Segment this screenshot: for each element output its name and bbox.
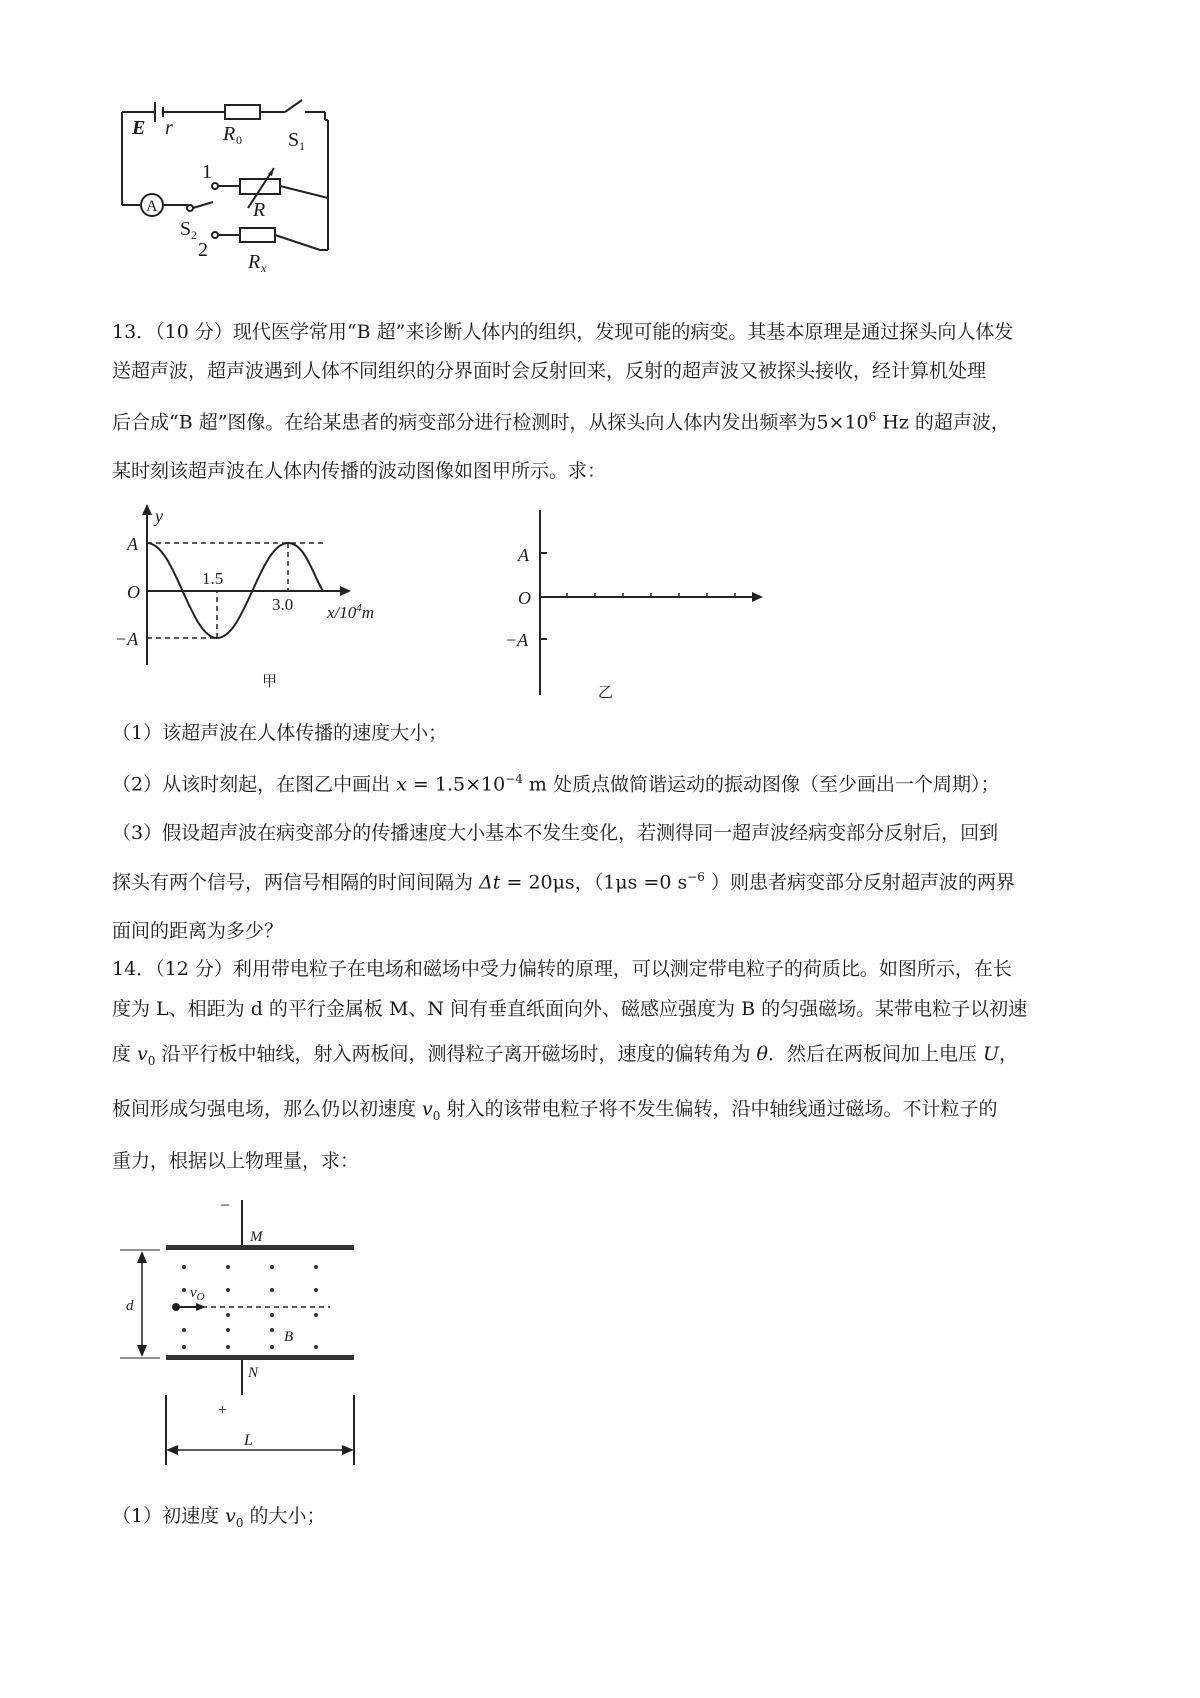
q14-line-1: 14．（12 分）利用带电粒子在电场和磁场中受力偏转的原理，可以测定带电粒子的荷质比。如图所示，在长 [112, 958, 1012, 980]
distance-d-label: d [126, 1298, 134, 1314]
vibration-axes-yi [495, 505, 775, 705]
q14-line-3: 度 $v_0$ 沿平行板中轴线，射入两板间，测得粒子离开磁场时，速度的偏转角为 θ．然后在两板间加上电压 U， [112, 1043, 1019, 1068]
rheostat-label: R [253, 199, 266, 221]
node-1-label: 1 [202, 161, 212, 183]
minus-sign: − [220, 1195, 231, 1215]
plus-sign: + [218, 1402, 228, 1419]
plate-m-label: M [250, 1229, 263, 1245]
q13-sub-3-line-1: （3）假设超声波在病变部分的传播速度大小基本不发生变化，若测得同一超声波经病变部分反射后，回到 [112, 822, 999, 844]
yi-neg-amplitude-label: −A [505, 630, 529, 650]
length-l-label: L [244, 1432, 253, 1449]
q13-line-1: 13．（10 分）现代医学常用“B 超”来诊断人体内的组织，发现可能的病变。其基本原理是通过探头向人体发 [112, 321, 1014, 343]
field-b-label: B [284, 1329, 294, 1345]
y-axis-label: y [155, 506, 163, 526]
r0-sub: 0 [236, 133, 242, 147]
q14-line-2: 度为 L、相距为 d 的平行金属板 M、N 间有垂直纸面向外、磁感应强度为 B 的匀强磁场。某带电粒子以初速 [112, 998, 1028, 1020]
x-axis-label: $x/10^4m$ [327, 602, 375, 622]
rx-label: R [248, 251, 261, 273]
q14-line-5: 重力，根据以上物理量，求： [112, 1150, 360, 1172]
yi-origin-label: O [518, 588, 531, 608]
rx-sub: x [261, 261, 267, 275]
s2-sub: 2 [191, 228, 197, 242]
plate-n-label: N [248, 1365, 259, 1381]
q13-sub-2: （2）从该时刻起，在图乙中画出 $x = 1.5\times 10^{-4}$ m 处质点做简谐运动的振动图像（至少画出一个周期）； [112, 772, 1000, 796]
frequency-mantissa: 5×10 [816, 411, 869, 434]
battery-emf-label: E [132, 117, 146, 139]
amplitude-label: A [127, 534, 138, 554]
figure-yi-caption: 乙 [598, 685, 614, 701]
q13-line-2: 送超声波，超声波遇到人体不同组织的分界面时会反射回来，反射的超声波又被探头接收，经计算机处理 [112, 360, 987, 382]
frequency-exponent: 6 [868, 410, 877, 424]
tick-3-0: 3.0 [272, 595, 294, 614]
ammeter-label: A [146, 198, 158, 215]
circuit-diagram [110, 90, 370, 305]
s2-label: S [180, 218, 192, 240]
q14-sub-1: （1）初速度 $v_0$ 的大小； [112, 1505, 326, 1530]
q13-sub-1: （1）该超声波在人体传播的速度大小； [112, 722, 448, 744]
q14-line-4: 板间形成匀强电场，那么仍以初速度 $v_0$ 射入的该带电粒子将不发生偏转，沿中轴线通过磁场。不计粒子的 [112, 1098, 998, 1123]
yi-amplitude-label: A [518, 545, 529, 565]
q13-line-3 [112, 410, 1010, 434]
origin-label: O [127, 582, 140, 602]
frequency-tail: 的超声波， [908, 411, 1010, 434]
frequency-unit: Hz [876, 411, 909, 434]
velocity-label: $v_O$ [190, 1285, 205, 1303]
plates-field-diagram [110, 1195, 370, 1475]
q13-sub-3-line-3: 面间的距离为多少？ [112, 920, 284, 942]
wave-graph-jia [105, 500, 425, 690]
figure-jia-caption: 甲 [262, 674, 278, 690]
node-2-label: 2 [198, 239, 208, 261]
q13-line-4: 某时刻该超声波在人体内传播的波动图像如图甲所示。求： [112, 460, 607, 482]
tick-1-5: 1.5 [202, 569, 224, 588]
neg-amplitude-label: −A [115, 629, 139, 649]
s1-sub: 1 [299, 139, 305, 153]
internal-resistance-label: r [165, 117, 173, 139]
q13-sub-3-line-2: 探头有两个信号，两信号相隔的时间间隔为 Δt = 20μs，（1μs =0 $s^{-6}$ ）则患者病变部分反射超声波的两界 [112, 870, 1015, 894]
s1-label: S [288, 129, 300, 151]
q13-line-3-text: 后合成“B 超”图像。在给某患者的病变部分进行检测时，从探头向人体内发出频率为 [112, 411, 817, 434]
r0-label: R [223, 123, 236, 145]
